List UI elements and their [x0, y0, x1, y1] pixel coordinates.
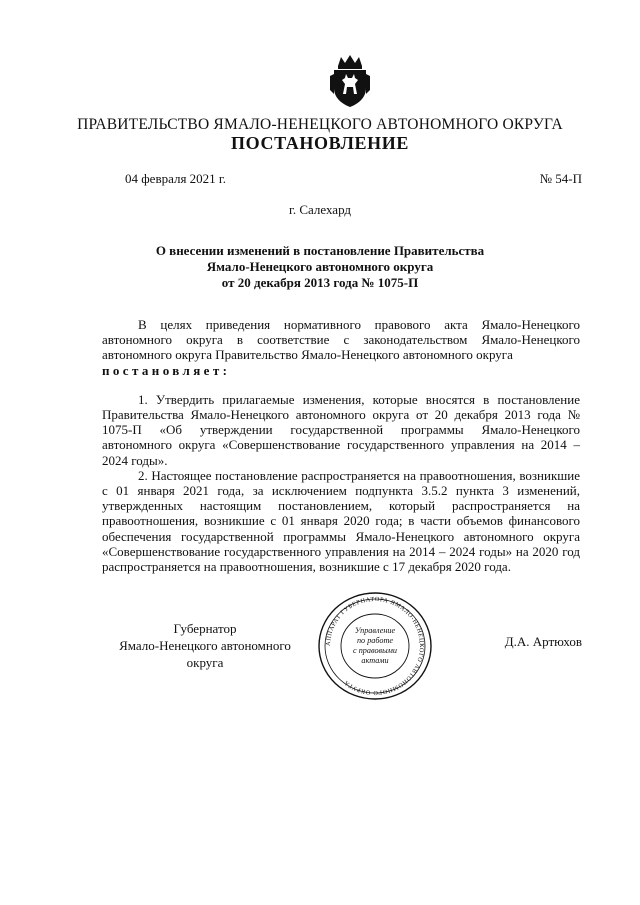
signatory-position [100, 620, 310, 671]
intro-paragraph: В целях приведения нормативного правового акта Ямало-Ненецкого автономного округа в соответствие с законодательством Ямало-Ненецкого автономного округа Правительство Ямало-Ненецкого автономного округа [102, 317, 580, 363]
seal-center-line-3: с правовыми [353, 646, 397, 655]
item-2-paragraph: 2. Настоящее постановление распространяется на правоотношения, возникшие с 01 января 2021 года, за исключением подпункта 3.5.2 пункта 3 изменений, утвержденных настоящим постановлением, который распространяется на правоотношения, возникшие с 01 января 2020 года; в части объемов финансового обеспечения государственной программы Ямало-Ненецкого автономного округа «Совершенствование государственного управления на 2014 – 2024 годы» на 2020 год распространяется на правоотношения, возникшие с 17 декабря 2020 года. [102, 467, 580, 575]
resolution-verb-text: постановляет: [102, 362, 231, 378]
seal-center-line-4: актами [361, 656, 389, 665]
heading-line-2: Ямало-Ненецкого автономного округа [206, 259, 434, 274]
document-type: ПОСТАНОВЛЕНИЕ [231, 133, 409, 153]
seal-center-line-1: Управление [354, 626, 396, 635]
position-line-2: Ямало-Ненецкого автономного округа [119, 638, 291, 670]
document-heading [120, 243, 520, 291]
document-city: г. Салехард [288, 202, 352, 217]
document-number: № 54-П [539, 171, 582, 186]
document-body [102, 317, 580, 574]
document-date: 04 февраля 2021 г. [125, 171, 227, 186]
position-line-1: Губернатор [173, 621, 237, 636]
coat-of-arms-icon [328, 54, 372, 108]
government-title: ПРАВИТЕЛЬСТВО ЯМАЛО-НЕНЕЦКОГО АВТОНОМНОГО ОКРУГА [77, 116, 563, 133]
official-seal-icon [300, 590, 450, 702]
resolution-verb [102, 363, 580, 378]
item-1-paragraph: 1. Утвердить прилагаемые изменения, которые вносятся в постановление Правительства Ямало-Ненецкого автономного округа от 20 декабря 2013 года № 1075-П «Об утверждении государственной программы Ямало-Ненецкого автономного округа «Совершенствование государственного управления на 2014 – 2024 годы». [102, 391, 580, 468]
seal-ring-text: АППАРАТ ГУБЕРНАТОРА ЯМАЛО-НЕНЕЦКОГО АВТОНОМНОГО ОКРУГА [324, 595, 426, 697]
heading-line-3: от 20 декабря 2013 года № 1075-П [221, 275, 419, 290]
seal-center-line-2: по работе [356, 636, 394, 645]
signatory-name: Д.А. Артюхов [504, 634, 582, 649]
heading-line-1: О внесении изменений в постановление Правительства [155, 243, 485, 258]
